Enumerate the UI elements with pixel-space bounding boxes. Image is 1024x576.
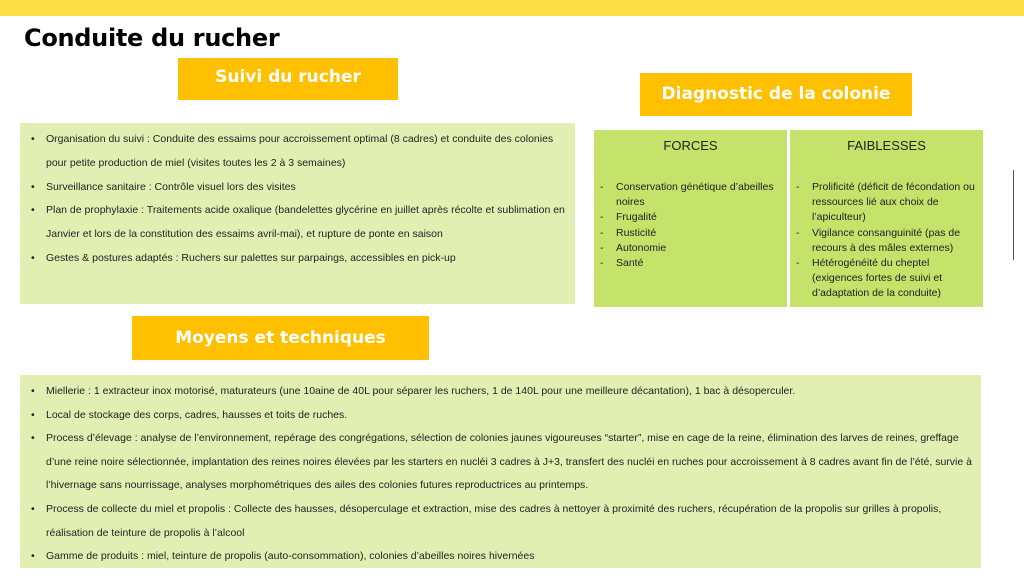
faiblesses-header: FAIBLESSES	[847, 138, 926, 153]
list-item: - Autonomie	[600, 241, 781, 256]
list-item: • Miellerie : 1 extracteur inox motorisé, maturateurs (une 10aine de 40L pour séparer les ruchers, 1 de 140L pour une meilleure décantation), 1 bac à désoperculer.	[30, 380, 973, 404]
list-item: - Hétérogénéité du cheptel (exigences fortes de suivi et d’adaptation de la conduite)	[796, 256, 977, 302]
page-title: Conduite du rucher	[24, 24, 280, 52]
top-accent-bar	[0, 0, 1024, 16]
faiblesses-box	[790, 130, 983, 307]
list-item: • Local de stockage des corps, cadres, hausses et toits de ruches.	[30, 404, 973, 428]
list-item: • Gamme de produits : miel, teinture de propolis (auto-consommation), colonies d’abeilles noires hivernées	[30, 545, 973, 569]
list-item: - Prolificité (déficit de fécondation ou ressources lié aux choix de l’apiculteur)	[796, 180, 977, 226]
list-item: • Process de collecte du miel et propolis : Collecte des hausses, désoperculage et extraction, mise des cadres à nettoyer à proximité des ruchers, récupération de la propolis sur grilles à propolis, réalisation de teinture de propolis à l’alcool	[30, 498, 973, 545]
list-item: - Vigilance consanguinité (pas de recours à des mâles externes)	[796, 226, 977, 256]
list-item: • Gestes & postures adaptés : Ruchers sur palettes sur parpaings, accessibles en pick-up	[30, 247, 567, 271]
list-item: • Plan de prophylaxie : Traitements acide oxalique (bandelettes glycérine en juillet après récolte et sublimation en Janvier et lors de la constitution des essaims avril-mai), et rupture de ponte en saison	[30, 199, 567, 247]
suivi-box	[20, 123, 575, 304]
suivi-heading: Suivi du rucher	[178, 58, 398, 100]
right-edge-line	[1013, 170, 1014, 260]
moyens-heading: Moyens et techniques	[132, 316, 429, 360]
forces-box	[594, 130, 787, 307]
list-item: - Conservation génétique d’abeilles noires	[600, 180, 781, 210]
list-item: • Organisation du suivi : Conduite des essaims pour accroissement optimal (8 cadres) et conduite des colonies pour petite production de miel (visites toutes les 2 à 3 semaines)	[30, 128, 567, 176]
list-item: - Frugalité	[600, 210, 781, 225]
list-item: - Rusticité	[600, 226, 781, 241]
moyens-box	[20, 375, 981, 568]
diagnostic-heading: Diagnostic de la colonie	[640, 73, 912, 116]
faiblesses-list	[796, 180, 977, 302]
list-item: • Process d’élevage : analyse de l’environnement, repérage des congrégations, sélection de colonies jaunes vigoureuses “starter”, mise en cage de la reine, élimination des larves de reines, greffage d’une reine noire sélectionnée, implantation des reines noires élevées par les starters en nucléi 3 cadres à J+3, transfert des nucléi en ruches pour accroissement à 8 cadres avant fin de l’été, survie à l’hivernage sans nourrissage, analyses morphométriques des ailes des colonies futures reproductrices au printemps.	[30, 427, 973, 498]
forces-header: FORCES	[663, 138, 718, 153]
list-item: • Surveillance sanitaire : Contrôle visuel lors des visites	[30, 176, 567, 200]
moyens-list	[30, 380, 973, 569]
forces-list	[600, 180, 781, 271]
suivi-list	[30, 128, 567, 271]
list-item: - Santé	[600, 256, 781, 271]
